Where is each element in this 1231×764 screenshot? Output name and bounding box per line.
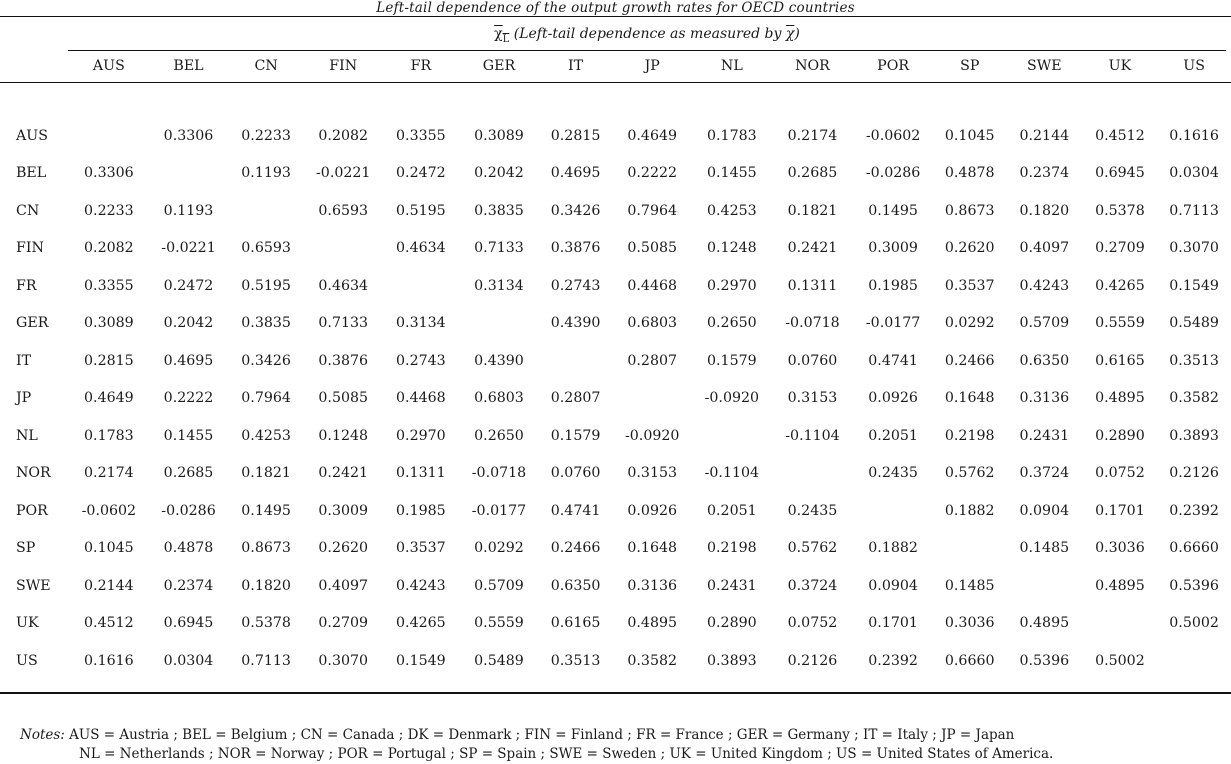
table-cell: 0.1821 xyxy=(787,202,838,219)
dependence-matrix-table xyxy=(0,50,1231,680)
table-cell: 0.1311 xyxy=(396,465,446,482)
table-cell: 0.3724 xyxy=(787,577,838,594)
table-cell: -0.0286 xyxy=(865,165,921,182)
table-cell xyxy=(69,117,150,155)
table-cell: 0.2435 xyxy=(868,465,918,482)
table-cell: 0.3089 xyxy=(84,315,134,332)
table-cell: 0.2685 xyxy=(163,465,214,482)
table-cell: 0.1485 xyxy=(1019,540,1070,557)
table-cell: 0.4468 xyxy=(627,277,678,294)
table-cell: 0.3724 xyxy=(1019,465,1070,482)
table-cell: 0.5085 xyxy=(318,390,369,407)
table-cell: 0.6803 xyxy=(627,315,678,332)
table-cell: 0.2421 xyxy=(318,465,369,482)
column-header: NL xyxy=(720,58,743,74)
table-cell xyxy=(304,230,382,268)
table-cell: 0.2222 xyxy=(163,390,214,407)
table-cell: 0.3876 xyxy=(550,240,601,257)
table-cell: 0.2174 xyxy=(787,127,838,144)
table-caption: Left-tail dependence of the output growth rates for OECD countries xyxy=(376,0,855,16)
table-row xyxy=(0,342,1231,380)
row-label: FIN xyxy=(16,240,44,257)
table-cell: 0.1248 xyxy=(318,427,369,444)
table-cell: 0.2431 xyxy=(1019,427,1070,444)
table-cell: 0.5489 xyxy=(474,652,524,669)
table-cell: 0.3009 xyxy=(868,240,918,257)
table-cell: 0.2126 xyxy=(1169,465,1219,482)
table-cell: 0.2082 xyxy=(84,240,134,257)
table-cell xyxy=(149,155,228,193)
table-cell: 0.0904 xyxy=(1019,502,1070,519)
row-label: US xyxy=(16,652,38,669)
table-cell: 0.2709 xyxy=(318,615,369,632)
table-cell: 0.4097 xyxy=(318,577,369,594)
table-cell: 0.3355 xyxy=(84,277,134,294)
column-header: JP xyxy=(644,58,660,74)
table-cell: 0.3070 xyxy=(1169,240,1219,257)
table-cell: 0.2472 xyxy=(396,165,446,182)
table-cell: 0.2970 xyxy=(707,277,757,294)
column-header: US xyxy=(1183,58,1205,74)
table-cell: 0.4895 xyxy=(627,615,678,632)
row-label: FR xyxy=(16,277,37,294)
table-cell: 0.2435 xyxy=(787,502,838,519)
table-cell xyxy=(933,530,1006,568)
header-rule xyxy=(0,82,1231,83)
table-cell: 0.0926 xyxy=(627,502,678,519)
column-header: POR xyxy=(877,58,910,74)
table-cell xyxy=(692,417,773,455)
table-cell: 0.4634 xyxy=(318,277,369,294)
table-cell: 0.5378 xyxy=(241,615,291,632)
table-cell: 0.2126 xyxy=(787,652,838,669)
table-cell: 0.2042 xyxy=(474,165,524,182)
row-label: SP xyxy=(16,540,36,557)
top-rule xyxy=(0,16,1231,17)
table-cell: 0.4243 xyxy=(396,577,446,594)
spacer-cell xyxy=(0,82,1231,117)
table-cell: 0.0760 xyxy=(787,352,838,369)
chi-symbol: χ xyxy=(494,26,503,42)
table-row xyxy=(0,642,1231,680)
table-cell xyxy=(1083,605,1158,643)
table-cell: 0.1579 xyxy=(707,352,757,369)
table-row xyxy=(0,305,1231,343)
table-cell: 0.3136 xyxy=(1019,390,1070,407)
table-cell: 0.1783 xyxy=(707,127,757,144)
table-cell: 0.1701 xyxy=(1095,502,1145,519)
table-cell: 0.4265 xyxy=(396,615,446,632)
table-cell: 0.6593 xyxy=(318,202,369,219)
table-cell: 0.6165 xyxy=(1095,352,1145,369)
row-label: NOR xyxy=(16,465,51,482)
column-header: GER xyxy=(482,58,516,74)
chi-l-symbol xyxy=(494,24,509,50)
chi-description-symbol: $\overline{\chi}$ xyxy=(785,26,795,42)
table-cell: 0.0304 xyxy=(163,652,214,669)
table-cell: 0.1579 xyxy=(550,427,601,444)
table-cell: 0.2042 xyxy=(163,315,214,332)
row-label: JP xyxy=(16,390,32,407)
table-cell: 0.5709 xyxy=(1019,315,1070,332)
table-cell: 0.7964 xyxy=(241,390,291,407)
table-cell: 0.3070 xyxy=(318,652,369,669)
table-row xyxy=(0,380,1231,418)
table-cell: 0.2743 xyxy=(396,352,446,369)
table-cell: -0.0177 xyxy=(471,502,527,519)
table-cell: 0.1549 xyxy=(396,652,446,669)
table-cell: 0.5559 xyxy=(474,615,524,632)
table-cell: 0.2233 xyxy=(84,202,134,219)
table-cell: 0.6350 xyxy=(550,577,601,594)
table-cell: 0.1820 xyxy=(1019,202,1070,219)
row-label: SWE xyxy=(16,577,51,594)
column-header: BEL xyxy=(173,58,204,74)
table-cell: 0.4649 xyxy=(627,127,678,144)
table-cell: 0.4634 xyxy=(396,240,446,257)
table-body xyxy=(0,82,1231,680)
table-cell: 0.2709 xyxy=(1095,240,1145,257)
table-cell: 0.1455 xyxy=(163,427,214,444)
table-cell: -0.0602 xyxy=(81,502,137,519)
table-cell: 0.6350 xyxy=(1019,352,1070,369)
table-cell: 0.5002 xyxy=(1169,615,1219,632)
column-group-header xyxy=(68,24,1226,50)
table-cell: 0.5378 xyxy=(1095,202,1145,219)
table-cell: 0.3136 xyxy=(627,577,678,594)
notes-text-1: AUS = Austria ; BEL = Belgium ; CN = Canada ; DK = Denmark ; FIN = Finland ; FR = France ; GER = Germany ; IT = Italy ; JP = Japan xyxy=(69,727,1015,743)
table-cell: 0.2466 xyxy=(944,352,995,369)
table-cell xyxy=(613,380,692,418)
table-cell: 0.2144 xyxy=(1019,127,1070,144)
table-cell: 0.5709 xyxy=(474,577,524,594)
table-cell: 0.3426 xyxy=(550,202,601,219)
table-row xyxy=(0,117,1231,155)
table-cell: 0.5559 xyxy=(1095,315,1145,332)
table-row xyxy=(0,192,1231,230)
row-label: NL xyxy=(16,427,38,444)
table-cell: 0.4695 xyxy=(550,165,601,182)
table-cell: 0.4390 xyxy=(474,352,524,369)
table-cell: 0.2233 xyxy=(241,127,291,144)
spacer-row xyxy=(0,82,1231,117)
table-cell: 0.3153 xyxy=(787,390,838,407)
table-cell: 0.2198 xyxy=(944,427,995,444)
chi-description xyxy=(514,26,800,42)
table-cell: 0.6593 xyxy=(241,240,291,257)
table-cell: 0.0304 xyxy=(1169,165,1219,182)
table-cell: 0.2815 xyxy=(84,352,134,369)
table-cell: 0.2685 xyxy=(787,165,838,182)
table-cell: 0.3582 xyxy=(1169,390,1219,407)
table-cell: 0.2815 xyxy=(550,127,601,144)
table-cell: 0.1455 xyxy=(707,165,757,182)
table-cell: 0.4253 xyxy=(707,202,757,219)
table-cell: 0.2431 xyxy=(707,577,757,594)
table-cell: 0.3582 xyxy=(627,652,678,669)
table-cell: -0.0221 xyxy=(161,240,216,257)
table-cell: 0.5396 xyxy=(1169,577,1219,594)
table-cell: 0.2392 xyxy=(868,652,918,669)
table-cell: 0.3089 xyxy=(474,127,524,144)
table-cell: 0.2392 xyxy=(1169,502,1219,519)
table-row xyxy=(0,230,1231,268)
table-row xyxy=(0,267,1231,305)
row-label: AUS xyxy=(16,127,48,144)
table-cell: 0.1783 xyxy=(84,427,134,444)
bottom-rule xyxy=(0,692,1231,694)
table-cell: 0.1701 xyxy=(868,615,918,632)
table-cell: 0.2970 xyxy=(396,427,446,444)
table-cell: 0.3426 xyxy=(241,352,291,369)
table-notes xyxy=(20,726,1225,764)
table-cell: 0.8673 xyxy=(944,202,995,219)
table-cell: 0.1985 xyxy=(396,502,446,519)
table-cell: 0.3134 xyxy=(474,277,524,294)
table-cell: 0.7113 xyxy=(1169,202,1219,219)
table-cell: 0.2620 xyxy=(318,540,369,557)
table-cell: -0.0718 xyxy=(785,315,840,332)
table-cell: 0.1882 xyxy=(868,540,918,557)
table-cell: -0.1104 xyxy=(704,465,760,482)
table-cell: 0.3355 xyxy=(396,127,446,144)
table-cell: 0.5762 xyxy=(944,465,995,482)
table-cell: 0.4649 xyxy=(84,390,134,407)
table-cell: 0.2174 xyxy=(84,465,134,482)
table-row xyxy=(0,455,1231,493)
table-cell: 0.1495 xyxy=(868,202,918,219)
table-cell: 0.3009 xyxy=(318,502,369,519)
table-cell: 0.8673 xyxy=(241,540,291,557)
table-cell: 0.1193 xyxy=(163,202,214,219)
table-cell: 0.1485 xyxy=(944,577,995,594)
table-cell: 0.4895 xyxy=(1019,615,1070,632)
table-cell: 0.3835 xyxy=(241,315,291,332)
table-cell: 0.2807 xyxy=(627,352,678,369)
table-cell: 0.5195 xyxy=(396,202,446,219)
table-cell: 0.2421 xyxy=(787,240,838,257)
row-label: POR xyxy=(16,502,48,519)
table-cell: 0.6945 xyxy=(163,615,214,632)
column-header: SWE xyxy=(1026,58,1062,74)
table-cell: 0.3876 xyxy=(318,352,369,369)
table-cell: -0.0221 xyxy=(316,165,371,182)
row-label: BEL xyxy=(16,165,47,182)
table-cell: 0.4741 xyxy=(868,352,918,369)
column-header: FR xyxy=(410,58,432,74)
table-cell: 0.4895 xyxy=(1095,390,1145,407)
table-cell: 0.0292 xyxy=(944,315,995,332)
table-cell: 0.3134 xyxy=(396,315,446,332)
table-cell: 0.0752 xyxy=(1095,465,1145,482)
table-cell: 0.1821 xyxy=(241,465,291,482)
table-cell: 0.3306 xyxy=(84,165,134,182)
table-cell: 0.0926 xyxy=(868,390,918,407)
table-cell xyxy=(853,492,934,530)
table-cell: 0.3513 xyxy=(550,652,601,669)
table-cell xyxy=(772,455,853,493)
table-cell: 0.2890 xyxy=(1095,427,1145,444)
table-cell: -0.0602 xyxy=(865,127,921,144)
column-header: IT xyxy=(568,58,584,74)
table-cell: 0.7133 xyxy=(474,240,524,257)
table-cell xyxy=(538,342,613,380)
table-cell: 0.1045 xyxy=(84,540,134,557)
table-cell: 0.2650 xyxy=(707,315,757,332)
table-cell: 0.5396 xyxy=(1019,652,1070,669)
table-cell: 0.5195 xyxy=(241,277,291,294)
table-cell: 0.3513 xyxy=(1169,352,1219,369)
table-cell: 0.3537 xyxy=(396,540,446,557)
table-cell: 0.2082 xyxy=(318,127,369,144)
table-cell: 0.4878 xyxy=(163,540,214,557)
table-cell: 0.0752 xyxy=(787,615,838,632)
table-cell: 0.4390 xyxy=(550,315,601,332)
table-cell: 0.4512 xyxy=(1095,127,1145,144)
table-cell: 0.4741 xyxy=(550,502,601,519)
table-cell: 0.1820 xyxy=(241,577,291,594)
table-cell: 0.5002 xyxy=(1095,652,1145,669)
table-cell: 0.4878 xyxy=(944,165,995,182)
table-cell: 0.3153 xyxy=(627,465,678,482)
table-cell: 0.2620 xyxy=(944,240,995,257)
table-cell: 0.4243 xyxy=(1019,277,1070,294)
table-cell: 0.7964 xyxy=(627,202,678,219)
notes-line-1 xyxy=(20,726,1225,745)
table-cell: 0.0292 xyxy=(474,540,524,557)
table-cell: 0.1248 xyxy=(707,240,757,257)
table-cell xyxy=(1157,642,1231,680)
table-cell: 0.1311 xyxy=(787,277,838,294)
table-cell: 0.2374 xyxy=(1019,165,1070,182)
table-cell: 0.2198 xyxy=(707,540,757,557)
table-row xyxy=(0,417,1231,455)
table-cell: 0.6165 xyxy=(550,615,601,632)
table-cell: 0.3835 xyxy=(474,202,524,219)
table-cell: 0.4097 xyxy=(1019,240,1070,257)
table-cell: 0.4468 xyxy=(396,390,446,407)
table-cell: 0.1616 xyxy=(84,652,134,669)
table-cell: 0.3306 xyxy=(163,127,214,144)
table-cell: 0.0904 xyxy=(868,577,918,594)
table-header xyxy=(0,50,1231,82)
corner-cell xyxy=(0,50,69,82)
table-cell: 0.3893 xyxy=(707,652,757,669)
table-cell: 0.4253 xyxy=(241,427,291,444)
column-header: UK xyxy=(1108,58,1132,74)
table-cell: 0.3537 xyxy=(944,277,995,294)
table-cell: 0.1549 xyxy=(1169,277,1219,294)
row-label: CN xyxy=(16,202,40,219)
table-cell xyxy=(460,305,539,343)
table-cell: 0.1648 xyxy=(944,390,995,407)
table-cell: 0.4265 xyxy=(1095,277,1145,294)
table-cell: 0.4895 xyxy=(1095,577,1145,594)
table-cell: 0.2650 xyxy=(474,427,524,444)
table-cell: 0.7113 xyxy=(241,652,291,669)
table-cell: 0.2051 xyxy=(707,502,757,519)
table-row xyxy=(0,605,1231,643)
table-cell: -0.0718 xyxy=(471,465,527,482)
table-cell: 0.1882 xyxy=(944,502,995,519)
table-row xyxy=(0,492,1231,530)
table-cell: -0.0920 xyxy=(704,390,760,407)
table-cell: 0.0760 xyxy=(550,465,601,482)
row-label: GER xyxy=(16,315,49,332)
table-cell: 0.4512 xyxy=(84,615,134,632)
table-cell: 0.2807 xyxy=(550,390,601,407)
notes-lead: Notes: xyxy=(20,727,65,743)
chi-description-suffix: ) xyxy=(794,26,800,42)
table-cell: 0.1616 xyxy=(1169,127,1219,144)
row-label: IT xyxy=(16,352,32,369)
table-cell: 0.5085 xyxy=(627,240,678,257)
table-cell: 0.6660 xyxy=(1169,540,1219,557)
table-cell: -0.0920 xyxy=(624,427,680,444)
table-cell: 0.1045 xyxy=(944,127,995,144)
table-cell: 0.2144 xyxy=(84,577,134,594)
table-cell: 0.2890 xyxy=(707,615,757,632)
column-header: SP xyxy=(960,58,980,74)
table-cell: 0.6803 xyxy=(474,390,524,407)
table-cell: 0.2051 xyxy=(868,427,918,444)
chi-subscript: L xyxy=(502,33,510,45)
column-header: NOR xyxy=(795,58,830,74)
table-cell: -0.0177 xyxy=(865,315,921,332)
table-cell: 0.5489 xyxy=(1169,315,1219,332)
table-row xyxy=(0,567,1231,605)
column-header-row xyxy=(0,50,1231,82)
table-row xyxy=(0,155,1231,193)
table-cell: 0.5762 xyxy=(787,540,838,557)
table-cell xyxy=(1006,567,1083,605)
row-label: UK xyxy=(16,615,39,632)
table-cell: 0.1495 xyxy=(241,502,291,519)
column-header: AUS xyxy=(92,58,125,74)
table-cell: 0.1193 xyxy=(241,165,291,182)
table-cell: 0.1985 xyxy=(868,277,918,294)
table-cell xyxy=(382,267,460,305)
table-cell: 0.2466 xyxy=(550,540,601,557)
table-cell: 0.2374 xyxy=(163,577,214,594)
table-cell: 0.3036 xyxy=(1095,540,1145,557)
table-cell: -0.0286 xyxy=(161,502,216,519)
column-header: CN xyxy=(254,58,278,74)
table-row xyxy=(0,530,1231,568)
table-cell: -0.1104 xyxy=(785,427,840,444)
table-cell: 0.2222 xyxy=(627,165,678,182)
table-cell: 0.6660 xyxy=(944,652,995,669)
table-cell xyxy=(228,192,305,230)
table-cell: 0.3893 xyxy=(1169,427,1219,444)
chi-description-prefix: (Left-tail dependence as measured by xyxy=(513,26,786,42)
table-cell: 0.7133 xyxy=(318,315,369,332)
table-cell: 0.4695 xyxy=(163,352,214,369)
table-cell: 0.3036 xyxy=(944,615,995,632)
table-cell: 0.1648 xyxy=(627,540,678,557)
table-cell: 0.2743 xyxy=(550,277,601,294)
column-header: FIN xyxy=(329,58,358,74)
notes-line-2: NL = Netherlands ; NOR = Norway ; POR = Portugal ; SP = Spain ; SWE = Sweden ; UK = United Kingdom ; US = United States of America. xyxy=(79,746,1054,762)
table-cell: 0.2472 xyxy=(163,277,214,294)
table-cell: 0.6945 xyxy=(1095,165,1145,182)
